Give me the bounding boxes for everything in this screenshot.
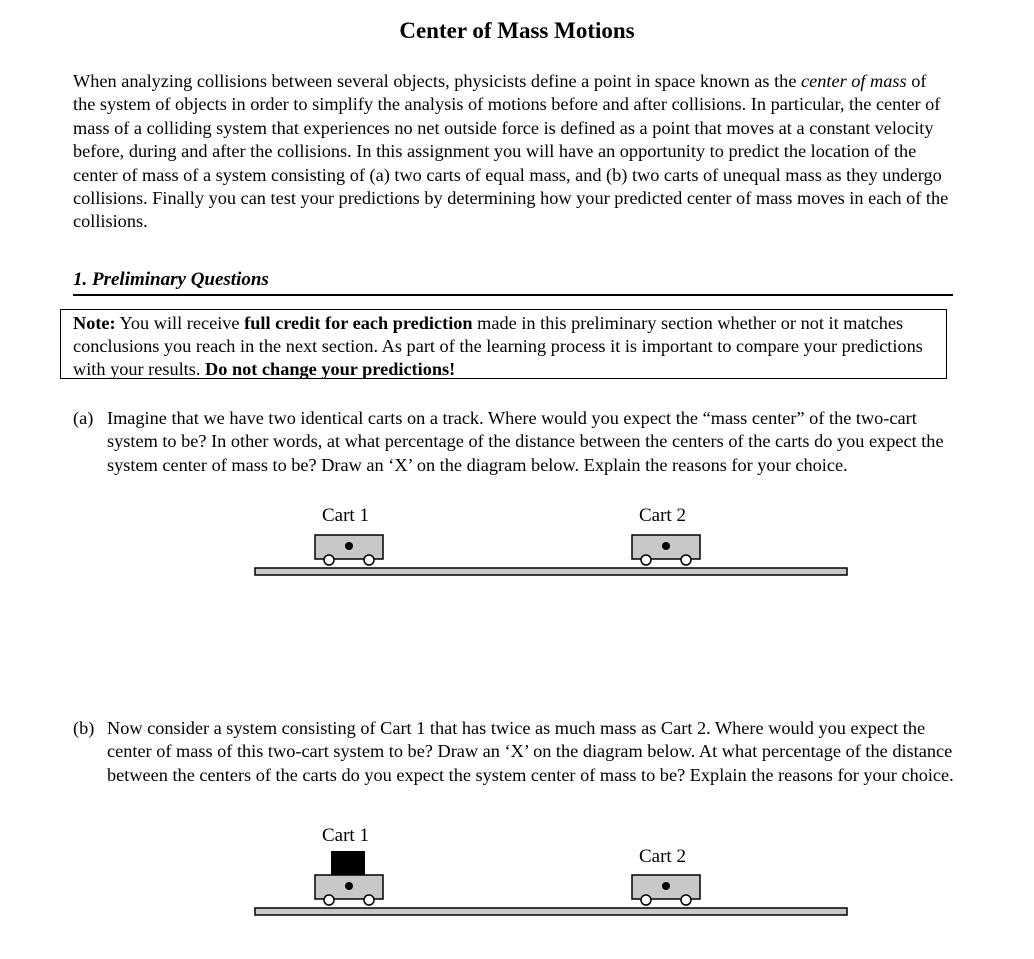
note-bold-1: full credit for each prediction [244, 313, 473, 333]
intro-text-2: of the system of objects in order to simplify the analysis of motions before and after collisions. In particular, the center of mass of a colliding system that experiences no net outside force is defined as a point that moves at a constant velocity before, during and after the collisions. In this assignment you will have an opportunity to predict the location of the center of mass of a system consisting of (a) two carts of equal mass, and (b) two carts of unequal mass as they undergo collisions. Finally you can test your predictions by determining how your predicted center of mass moves in each of the collisions. [73, 71, 949, 232]
diagram-a [255, 535, 847, 575]
cart-2-b[interactable] [632, 875, 700, 905]
diagram-a-cart1-label: Cart 1 [322, 505, 369, 526]
cart-1-b[interactable] [315, 851, 383, 905]
diagram-a-cart2-label: Cart 2 [639, 505, 686, 526]
intro-emphasis: center of mass [801, 71, 907, 91]
note-text-1: You will receive [115, 313, 245, 333]
intro-text-1: When analyzing collisions between several objects, physicists define a point in space known as the [73, 71, 802, 91]
diagram-b [255, 851, 847, 915]
note-text-2: made in this preliminary section whether or not it matches conclusions you reach in the next section. As part of the learning process it is important to compare your predictions with your results. [73, 313, 923, 379]
cart-2-a[interactable] [632, 535, 700, 565]
page-title: Center of Mass Motions [399, 18, 635, 43]
note-label: Note: [73, 313, 116, 333]
question-b-label: (b) [73, 718, 95, 738]
cart-1-a[interactable] [315, 535, 383, 565]
diagram-b-cart1-label: Cart 1 [322, 825, 369, 846]
track-b[interactable] [255, 908, 847, 915]
note-bold-2: Do not change your predictions! [205, 359, 456, 379]
track-a[interactable] [255, 568, 847, 575]
question-a-label: (a) [73, 408, 94, 428]
diagram-b-cart2-label: Cart 2 [639, 846, 686, 867]
question-b-text: Now consider a system consisting of Cart 1 that has twice as much mass as Cart 2. Where would you expect the center of mass of this two-cart system to be? Draw an ‘X’ on the diagram below. At what percentage of the distance between the centers of the carts do you expect the system center of mass to be? Explain the reasons for your choice. [107, 718, 954, 785]
question-a-text: Imagine that we have two identical carts on a track. Where would you expect the “mass center” of the two-cart system to be? In other words, at what percentage of the distance between the centers of the carts do you expect the system center of mass to be? Draw an ‘X’ on the diagram below. Explain the reasons for your choice. [107, 408, 944, 475]
section-heading: 1. Preliminary Questions [73, 269, 269, 290]
extra-mass-block [331, 851, 365, 875]
